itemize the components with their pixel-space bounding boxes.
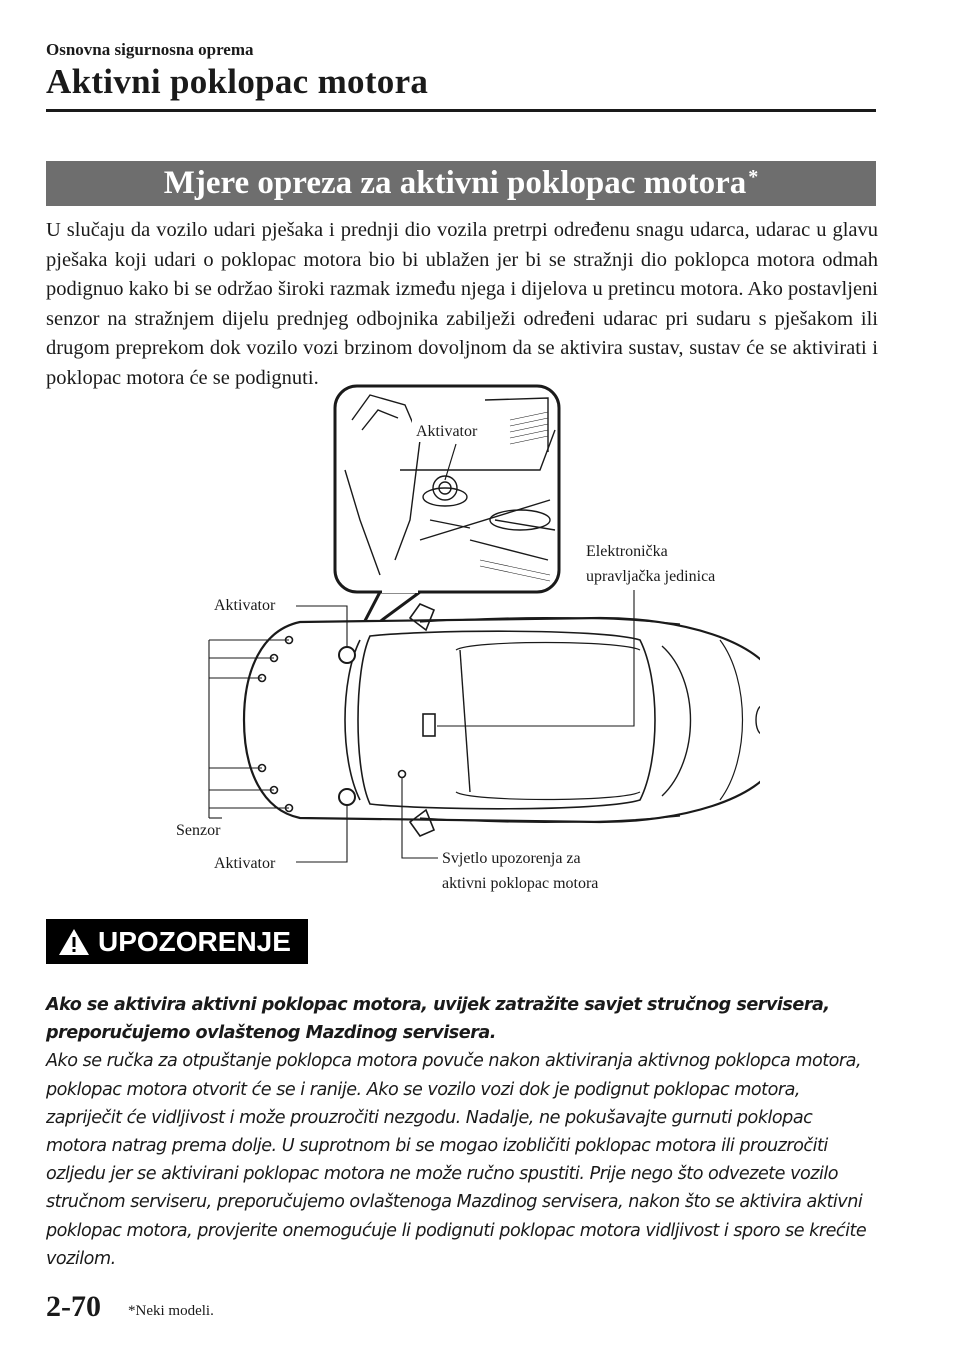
warning-label: UPOZORENJE [98,925,291,957]
banner-marker: * [748,166,759,188]
inset-actuator-label: Aktivator [416,423,478,440]
ecu-marker [423,714,435,736]
ecu-label-line1: Elektronička [586,543,668,560]
car-top-view [244,604,760,836]
warning-triangle-icon [58,928,90,956]
warning-light-label-line2: aktivni poklopac motora [442,875,599,892]
warning-body-text: Ako se ručka za otpuštanje poklopca motora povuče nakon aktiviranja aktivnog poklopca motora, poklopac motora otvorit će se i ranije. Ako se vozilo vozi dok je podignut poklopac motora, zapriječit će vidljivost i može prouzročiti nezgodu. Nadalje, ne pokušavajte gurnuti poklopac motora natrag prema dolje. U suprotnom bi se mogao izobličiti poklopac motora ili prouzročiti ozljedu jer se aktivirani poklopac motora ne može ručno spustiti. Prije nego što odvezete vozilo stručnom serviseru, preporučujemo ovlaštenoga Mazdinog servisera, nakon što se aktivira aktivni poklopac motora, provjerite onemogućuje li podignuti poklopac motora vidljivost i sporo se krećite vozilom. [46,1051,867,1269]
actuator-top-label: Aktivator [214,597,276,614]
warning-light-label-line1: Svjetlo upozorenja za [442,850,581,867]
title-divider [46,109,876,112]
page-number: 2-70 [46,1290,101,1323]
page-title: Aktivni poklopac motora [46,62,429,101]
footnote: *Neki modeli. [128,1303,214,1319]
banner-title: Mjere opreza za aktivni poklopac motora [163,165,747,201]
warning-header [46,919,308,964]
subsection-banner [46,161,876,206]
warning-body [46,991,876,1273]
ecu-label-line2: upravljačka jedinica [586,568,716,585]
actuator-bottom-label: Aktivator [214,855,276,872]
section-name: Osnovna sigurnosna oprema [46,40,254,59]
active-bonnet-diagram [160,380,760,900]
actuator-inset [335,386,559,640]
warning-bold-text: Ako se aktivira aktivni poklopac motora, uvijek zatražite savjet stručnog servisera, preporučujemo ovlaštenog Mazdinog servisera. [46,995,830,1044]
sensor-label: Senzor [176,822,221,839]
intro-paragraph: U slučaju da vozilo udari pješaka i prednji dio vozila pretrpi određenu snagu udarca, udarac u glavu pješaka koji udari o poklopac motora bio bi ublažen jer bi se stražnji dio poklopca motora odmah podignuo kako bi se održao široki razmak između njega i dijelova u pretincu motora. Ako postavljeni senzor na stražnjem dijelu prednjeg odbojnika zabilježi određeni udarac pri sudaru s pješakom ili drugom preprekom dok vozilo vozi brzinom dovoljnom da se aktivira sustav, sustav će se aktivirati i poklopac motora će se podignuti. [46,219,878,389]
